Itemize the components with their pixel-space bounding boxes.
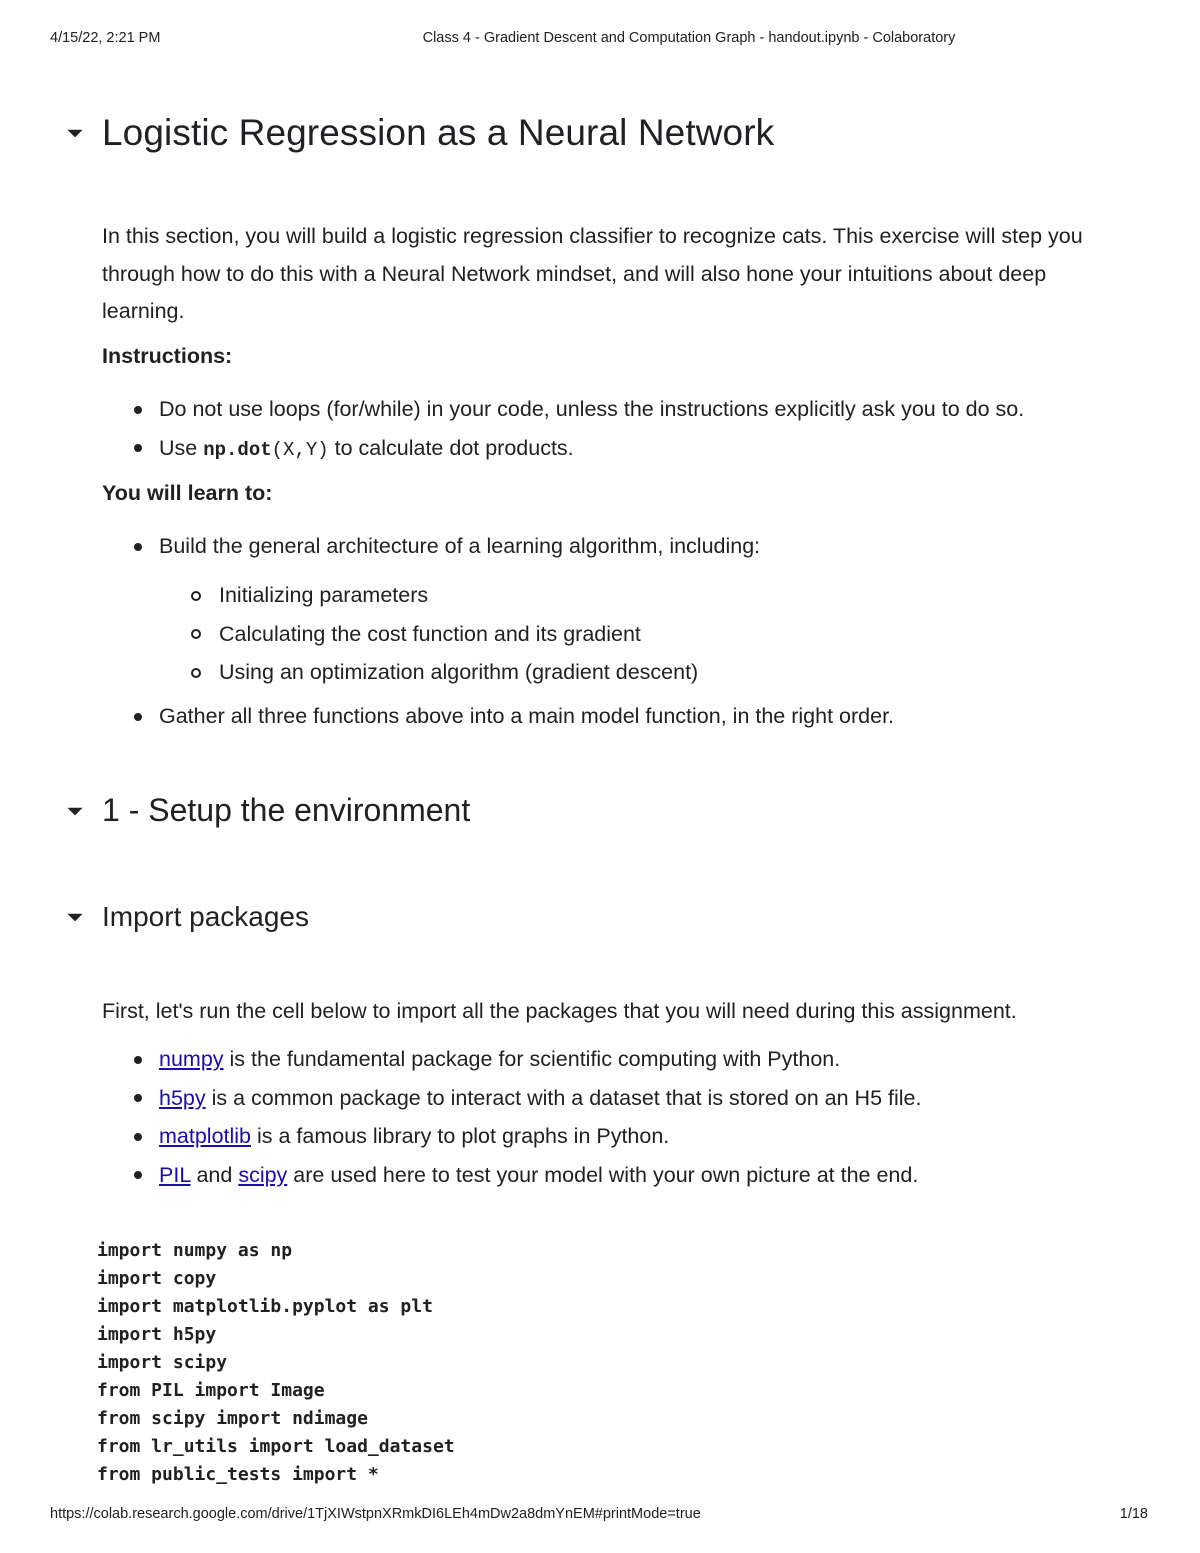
print-footer <box>0 1506 1200 1526</box>
code-cell[interactable] <box>97 1237 455 1489</box>
code-line: import scipy <box>97 1352 228 1373</box>
bullet-icon <box>134 444 142 452</box>
intro-paragraph: In this section, you will build a logistic regression classifier to recognize cats. This exercise will step you through how to do this with a Neural Network mindset, and will also hone your intuitions about deep learning. <box>102 224 1083 323</box>
section-heading-import-packages <box>62 901 309 933</box>
list-item: matplotlib is a famous library to plot graphs in Python. <box>102 1117 921 1156</box>
learn-label: You will learn to: <box>102 481 273 505</box>
print-header <box>0 30 1200 50</box>
matplotlib-link[interactable]: matplotlib <box>159 1124 252 1148</box>
learn-sublist <box>162 576 698 692</box>
code-line: from public_tests import * <box>97 1464 379 1485</box>
bullet-icon <box>134 1171 142 1179</box>
code-line: from scipy import ndimage <box>97 1408 368 1429</box>
instructions-label: Instructions: <box>102 344 233 368</box>
code-line: import numpy as np <box>97 1240 293 1261</box>
section-title: 1 - Setup the environment <box>102 792 471 828</box>
list-item: Using an optimization algorithm (gradient descent) <box>162 653 698 692</box>
list-item: PIL and scipy are used here to test your model with your own picture at the end. <box>102 1156 921 1195</box>
hollow-bullet-icon <box>191 668 201 678</box>
collapse-caret-icon[interactable] <box>62 120 88 146</box>
hollow-bullet-icon <box>191 591 201 601</box>
bullet-icon <box>134 1094 142 1102</box>
hollow-bullet-icon <box>191 629 201 639</box>
pil-link[interactable]: PIL <box>159 1162 191 1187</box>
instructions-list <box>102 390 1024 467</box>
list-item: Calculating the cost function and its gradient <box>162 615 698 654</box>
list-item: numpy is the fundamental package for scientific computing with Python. <box>102 1040 921 1079</box>
bullet-icon <box>134 1056 142 1064</box>
collapse-caret-icon[interactable] <box>62 798 88 824</box>
section-title: Import packages <box>102 901 309 932</box>
list-item: h5py is a common package to interact with a dataset that is stored on an H5 file. <box>102 1079 921 1118</box>
list-item: Use np.dot(X,Y) to calculate dot products. <box>102 429 1024 468</box>
packages-list <box>102 1040 921 1194</box>
section-heading-logistic-regression <box>62 112 774 154</box>
scipy-link[interactable]: scipy <box>238 1162 288 1187</box>
learn-list-continued <box>102 697 894 736</box>
bullet-icon <box>134 1133 142 1141</box>
list-item: Do not use loops (for/while) in your code, unless the instructions explicitly ask you to do so. <box>102 390 1024 429</box>
code-line: from PIL import Image <box>97 1380 325 1401</box>
print-url: https://colab.research.google.com/drive/1TjXIWstpnXRmkDI6LEh4mDw2a8dmYnEM#printMode=true <box>50 1506 701 1522</box>
code-line: import matplotlib.pyplot as plt <box>97 1296 433 1317</box>
bullet-icon <box>134 713 142 721</box>
inline-code: np.dot(X,Y) <box>203 438 329 461</box>
section-title: Logistic Regression as a Neural Network <box>102 112 775 153</box>
import-paragraph: First, let's run the cell below to import all the packages that you will need during this assignment. <box>102 999 1017 1023</box>
learn-list <box>102 527 760 566</box>
code-line: from lr_utils import load_dataset <box>97 1436 455 1457</box>
list-item: Gather all three functions above into a main model function, in the right order. <box>102 697 894 736</box>
list-item: Initializing parameters <box>162 576 698 615</box>
print-page-number: 1/18 <box>1119 1506 1148 1522</box>
h5py-link[interactable]: h5py <box>159 1085 206 1110</box>
bullet-icon <box>134 543 142 551</box>
bullet-icon <box>134 406 142 414</box>
print-document-title: Class 4 - Gradient Descent and Computation Graph - handout.ipynb - Colaboratory <box>422 30 956 46</box>
print-datetime: 4/15/22, 2:21 PM <box>50 30 161 46</box>
code-line: import h5py <box>97 1324 217 1345</box>
numpy-link[interactable]: numpy <box>159 1047 224 1071</box>
section-heading-setup <box>62 792 470 829</box>
collapse-caret-icon[interactable] <box>62 904 88 930</box>
list-item: Build the general architecture of a learning algorithm, including: <box>102 527 760 566</box>
code-line: import copy <box>97 1268 217 1289</box>
